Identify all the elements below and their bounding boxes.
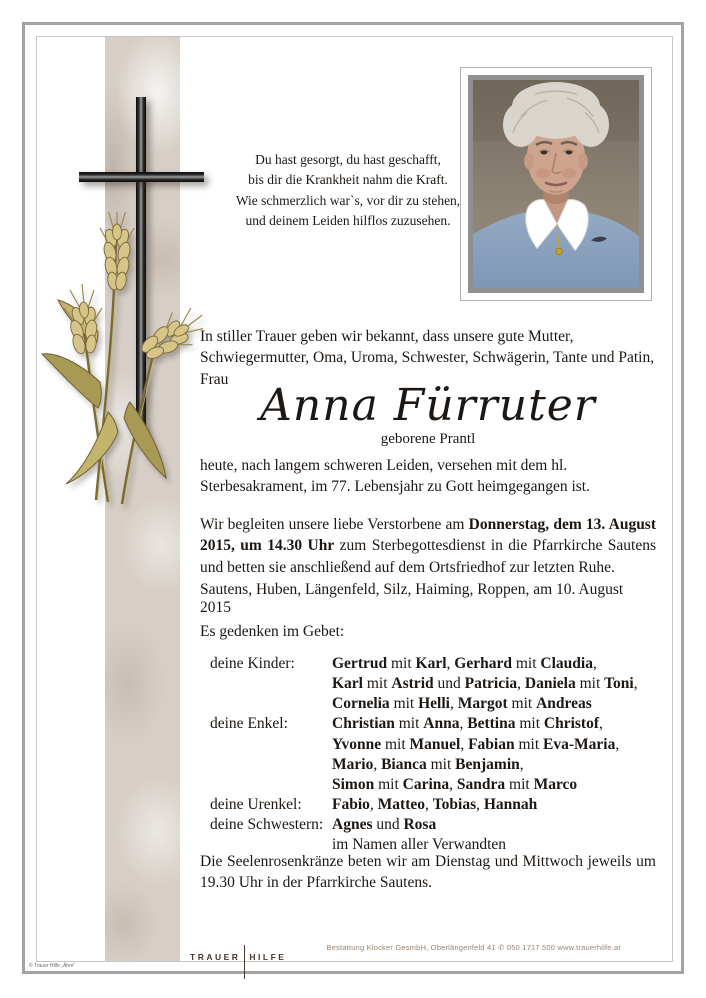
funeral-home-footer [190, 940, 621, 974]
mourners-label-kinder: deine Kinder: [210, 655, 295, 672]
prayer-intro: Es gedenken im Gebet: [200, 623, 345, 640]
death-statement: heute, nach langem schweren Leiden, versehen mit dem hl. Sterbesakrament, im 77. Lebensjahr zu Gott heimgegangen ist. [200, 457, 590, 496]
rosary-notice: Die Seelenrosenkränze beten wir am Dienstag und Mittwoch jeweils um 19.30 Uhr in der Pfarrkirche Sautens. [200, 853, 656, 892]
mourners-line: Simon mit Carina, Sandra mit Marco [332, 775, 578, 793]
trauerhilfe-logo [190, 940, 286, 974]
mourners-line: Fabio, Matteo, Tobias, Hannah [332, 795, 538, 813]
logo-word-hilfe: HILFE [249, 952, 287, 962]
poem-line: und deinem Leiden hilflos zuzusehen. [245, 212, 451, 228]
wheat-icon [38, 212, 203, 512]
poem-line: bis dir die Krankheit nahm die Kraft. [248, 172, 448, 188]
places-date-line: Sautens, Huben, Längenfeld, Silz, Haiming, Roppen, am 10. August 2015 [200, 581, 624, 616]
maiden-name: geborene Prantl [380, 431, 476, 448]
announcement-intro: In stiller Trauer geben wir bekannt, dass unsere gute Mutter, Schwiegermutter, Oma, Uroma, Schwester, Schwägerin, Tante und Patin, Frau [200, 328, 655, 388]
copyright-note: © Trauer Hilfe „Ähre“ [29, 963, 76, 969]
mourners-kinder [332, 654, 656, 714]
funeral-details: Wir begleiten unsere liebe Verstorbene am Donnerstag, dem 13. August 2015, um 14.30 Uhr zum Sterbegottesdienst in die Pfarrkirche Sautens und betten sie anschließend auf dem Ortsfriedhof zur letzten Ruhe. [200, 516, 657, 576]
mourners-line: Cornelia mit Helli, Margot mit Andreas [332, 695, 592, 713]
logo-divider [244, 945, 245, 979]
logo-word-trauer: TRAUER [190, 952, 241, 962]
mourners-line: Agnes und Rosa [332, 816, 437, 834]
mourners-label-enkel: deine Enkel: [210, 715, 288, 733]
mourners-line: Mario, Bianca mit Benjamin, [332, 755, 524, 773]
poem-line: Du hast gesorgt, du hast geschafft, [255, 152, 441, 167]
mourners-label-urenkel: deine Urenkel: [210, 795, 302, 813]
deceased-name-block [200, 380, 656, 448]
deceased-name: Anna Fürruter [260, 380, 596, 431]
mourners-list [210, 654, 656, 855]
funeral-home-contact: Bestattung Klocker GesmbH, Oberlängenfeld 41 ✆ 050 1717 500 www.trauerhilfe.at [326, 943, 621, 952]
poem-line: Wie schmerzlich war`s, vor dir zu stehen, [235, 192, 461, 208]
mourners-label-schwestern: deine Schwestern: [210, 816, 324, 834]
mourners-schwestern [332, 815, 656, 855]
mourners-urenkel [332, 795, 656, 815]
mourners-line: Gertrud mit Karl, Gerhard mit Claudia, [332, 655, 597, 672]
mourners-line: Karl mit Astrid und Patricia, Daniela mit Toni, [332, 675, 638, 693]
mourners-line: Yvonne mit Manuel, Fabian mit Eva-Maria, [332, 735, 620, 753]
mourners-enkel [332, 714, 656, 795]
mourners-closing: im Namen aller Verwandten [332, 836, 507, 854]
memorial-poem [198, 150, 498, 231]
cross-icon-bar [79, 172, 204, 182]
mourners-line: Christian mit Anna, Bettina mit Christof, [332, 715, 603, 733]
